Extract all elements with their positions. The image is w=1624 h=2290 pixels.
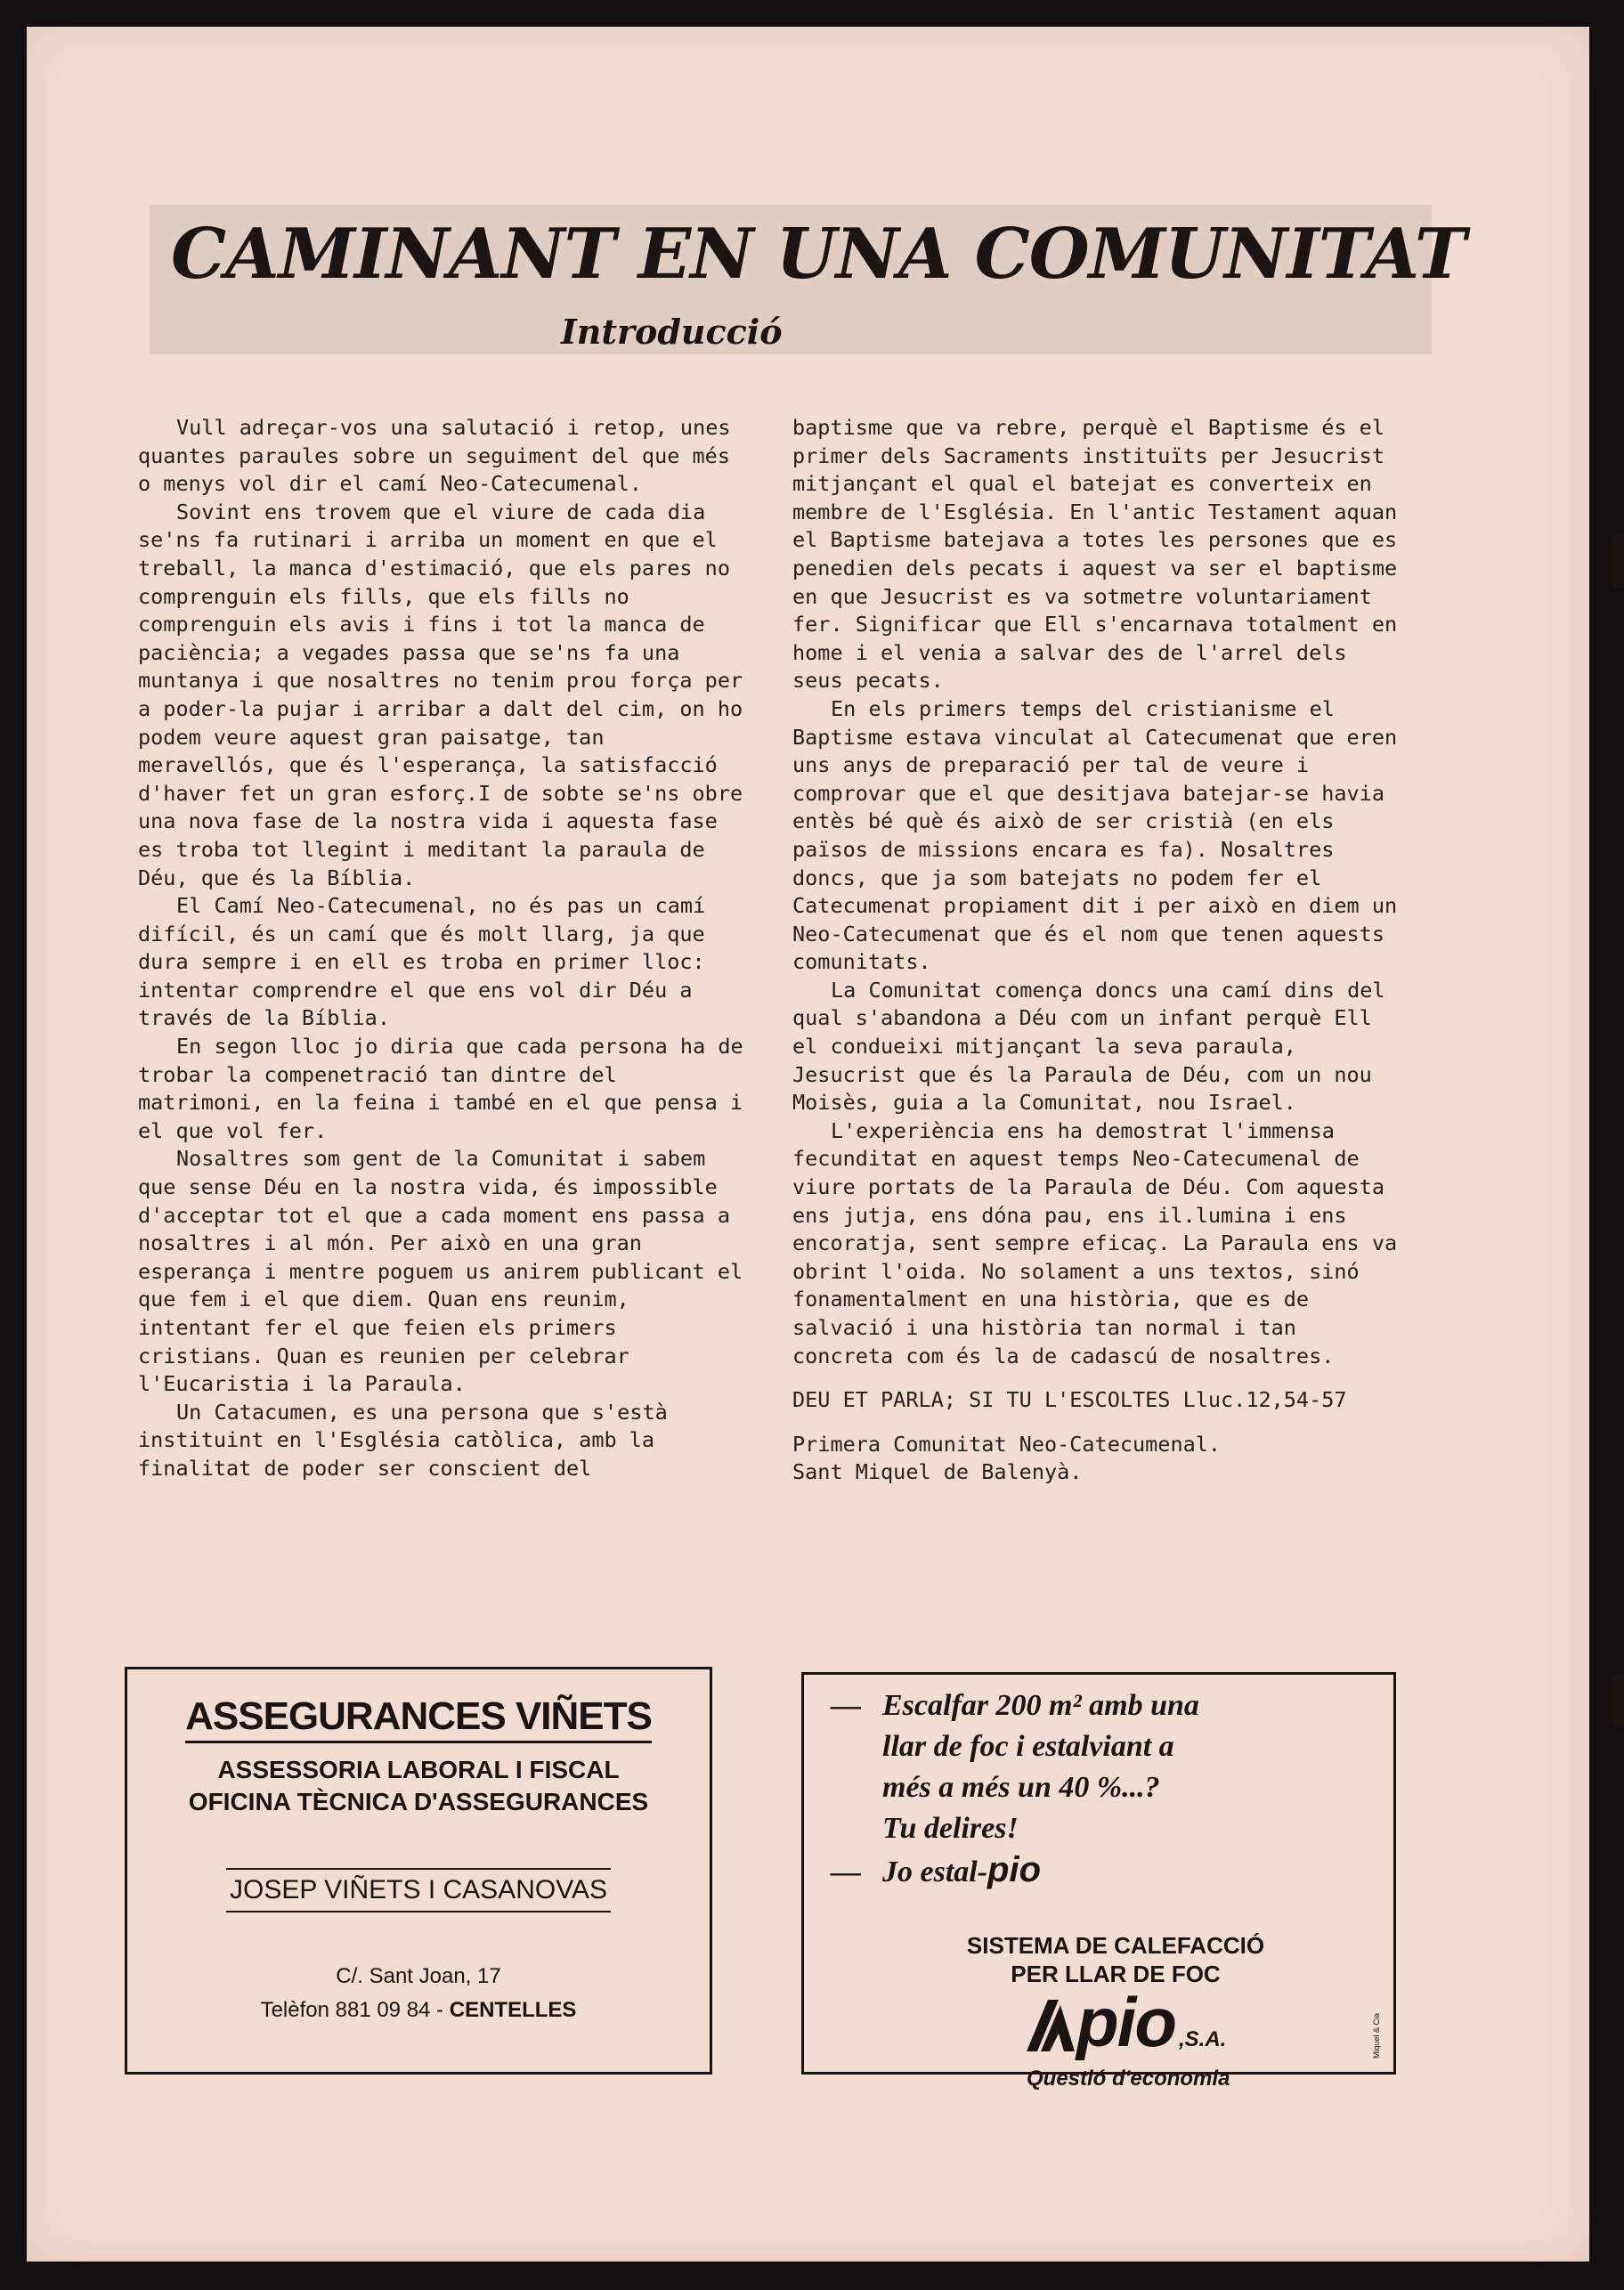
insurance-advertisement (125, 1667, 712, 2075)
system-line: SISTEMA DE CALEFACCIÓ (966, 1932, 1265, 1959)
paragraph: La Comunitat comença doncs una camí dins del qual s'abandona a Déu com un infant perquè Ell el condueixi mitjançant la seva paraula, Jesucrist que és la Paraula de Déu, com un nou Moisès, guia a la Comunitat, nou Israel. (792, 977, 1385, 1116)
slogan-dash: — (831, 1856, 861, 1888)
paragraph: Sovint ens trovem que el viure de cada dia se'ns fa rutinari i arriba un moment en que el treball, la manca d'estimació, que els pares no comprenguin els fills, que els fills no comprenguin els avis i fins i tot la manca de paciència; a vegades passa que se'ns fa una muntanya i que nosaltres no tenim prou força per a poder-la pujar i arribar a dalt del cim, on ho podem veure aquest gran paisatge, tan meravellós, que és l'esperança, la satisfacció d'haver fet un gran esforç.I de sobte se'ns obre una nova fase de la nostra vida i aquesta fase es troba tot llegint i meditant la paraula de Déu, que és la Bíblia. (138, 499, 743, 890)
pio-logo-mark-icon (1025, 1998, 1076, 2053)
slogan-line: Escalfar 200 m² amb una (882, 1689, 1199, 1722)
paragraph: El Camí Neo-Catecumenal, no és pas un camí difícil, és un camí que és molt llarg, ja que dura sempre i en ell es troba en primer lloc: intentar comprendre el que ens vol dir Déu a través de la Bíblia. (138, 893, 706, 1031)
paragraph: Vull adreçar-vos una salutació i retop, unes quantes paraules sobre un seguiment del que més o menys vol dir el camí Neo-Catecumenal. (138, 415, 731, 497)
paragraph: L'experiència ens ha demostrat l'immensa fecunditat en aquest temps Neo-Catecumenal de viure portats de la Paraula de Déu. Com aquesta ens jutja, ens dóna pau, ens il.lumina i ens encoratja, sent sempre eficaç. La Paraula ens va obrint l'oida. No solament a uns textos, sinó fonamentalment en una història, que es de salvació i una història tan normal i tan concreta com és la de cadascú de nosaltres. (792, 1117, 1398, 1368)
article-subtitle: Introducció (561, 312, 783, 352)
insurance-phone (127, 1998, 710, 2023)
slogan-brand: pio (987, 1850, 1042, 1889)
insurance-owner-name: JOSEP VIÑETS I CASANOVAS (226, 1868, 611, 1912)
paragraph: Un Catacumen, es una persona que s'està instituint en l'Església catòlica, amb la finalitat de poder ser conscient del (138, 1399, 668, 1481)
pio-brand: pio (1076, 1983, 1175, 2061)
designer-credit: Miquel & Cia (1372, 2013, 1381, 2059)
paragraph: En segon lloc jo diria que cada persona ha de trobar la compenetració tan dintre del matrimoni, en la feina i també en el que pensa i el que vol fer. (138, 1034, 743, 1143)
pio-slogan (831, 1685, 1294, 1893)
town-name: CENTELLES (449, 1998, 577, 2022)
article-column-right (792, 414, 1398, 1487)
binding-clip (1612, 534, 1624, 588)
article-signature: Primera Comunitat Neo-Catecumenal. Sant Miquel de Balenyà. (792, 1431, 1222, 1485)
paragraph: Nosaltres som gent de la Comunitat i sabem que sense Déu en la nostra vida, és impossible d'acceptar tot el que a cada moment ens passa a nosaltres i al món. Per això en una gran esperança i mentre poguem us anirem publicant el que fem i el que diem. Quan ens reunim, intentant fer el que feien els primers cristians. Quan es reunien per celebrar l'Eucaristia i la Paraula. (138, 1146, 743, 1397)
article-title: CAMINANT EN UNA COMUNITAT (171, 214, 1466, 295)
pio-brand-suffix: ,S.A. (1178, 2027, 1227, 2051)
bible-verse: DEU ET PARLA; SI TU L'ESCOLTES Lluc.12,54-57 (792, 1387, 1347, 1413)
system-line: PER LLAR DE FOC (1011, 1961, 1221, 1987)
magazine-page (27, 27, 1589, 2262)
article-column-left (138, 414, 743, 1483)
pio-system-description (911, 1931, 1320, 1988)
slogan-line: Tu delires! (882, 1812, 1019, 1845)
slogan-line: llar de foc i estalviant a (882, 1730, 1174, 1763)
paragraph: baptisme que va rebre, perquè el Baptisme és el primer dels Sacraments instituïts per Jesucrist mitjançant el qual el batejat es converteix en membre de l'Església. En l'antic Testament aquan el Baptisme batejava a totes les persones que es penedien dels pecats i aquest va ser el baptisme en que Jesucrist es va sotmetre voluntariament fer. Significar que Ell s'encarnava totalment en home i el venia a salvar des de l'arrel dels seus pecats. (792, 415, 1398, 694)
slogan-dash: — (831, 1689, 861, 1722)
phone-number: Telèfon 881 09 84 - (260, 1998, 444, 2022)
insurance-company-name: ASSEGURANCES VIÑETS (185, 1694, 652, 1743)
insurance-address: C/. Sant Joan, 17 (336, 1964, 501, 1988)
insurance-service-line: OFICINA TÈCNICA D'ASSEGURANCES (188, 1788, 649, 1815)
slogan-line: Jo estal- (882, 1856, 988, 1888)
pio-advertisement (801, 1672, 1396, 2091)
pio-tagline: Questió d'economia (1027, 2067, 1230, 2091)
binding-clip (1612, 1674, 1624, 1727)
slogan-line: més a més un 40 %...? (882, 1771, 1160, 1804)
paragraph: En els primers temps del cristianisme el Baptisme estava vinculat al Catecumenat que eren uns anys de preparació per tal de veure i comprovar que el que desitjava batejar-se havia entès bé què és això de ser cristià (en els països de missions encara es fa). Nosaltres doncs, que ja som batejats no podem fer el Catecumenat propiament dit i per això en diem un Neo-Catecumenat que és el nom que tenen aquests comunitats. (792, 695, 1398, 975)
insurance-service-line: ASSESSORIA LABORAL I FISCAL (217, 1756, 620, 1783)
pio-logo (1025, 1983, 1227, 2061)
